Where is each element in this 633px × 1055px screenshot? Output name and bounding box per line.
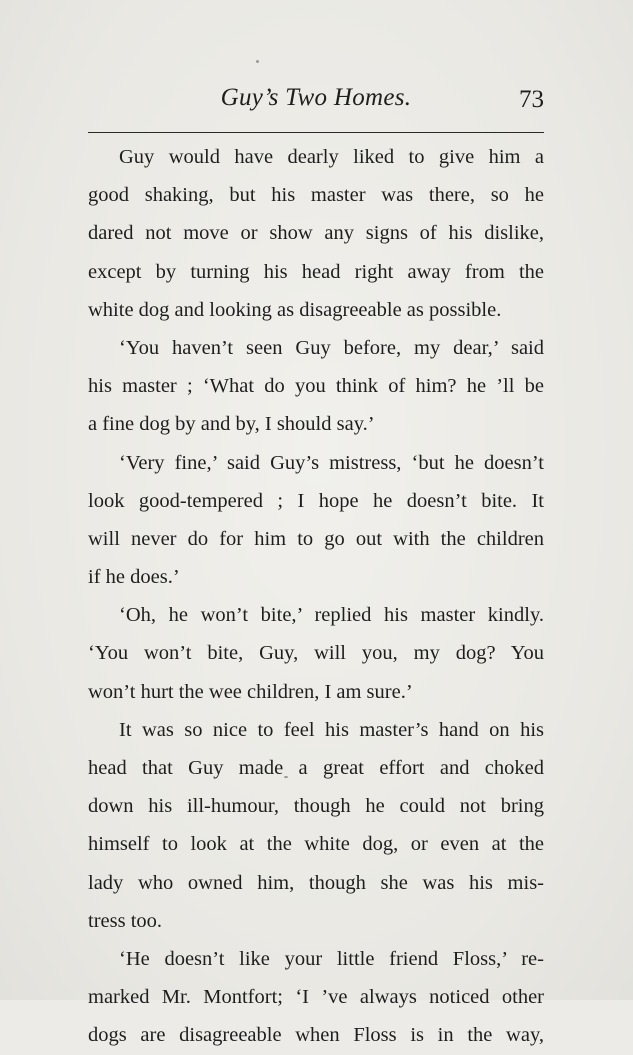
text-line: except by turning his head right away from the (88, 260, 544, 283)
text-line: marked Mr. Montfort; ‘I ’ve always noticed other (88, 986, 544, 1009)
text-line: look good-tempered ; I hope he doesn’t bite. It (88, 489, 544, 512)
text-line: if he does.’ (88, 566, 180, 589)
text-line: his master ; ‘What do you think of him? he ’ll be (88, 375, 544, 398)
text-line: Guy would have dearly liked to give him a (119, 146, 544, 168)
text-line: won’t hurt the wee children, I am sure.’ (88, 680, 413, 703)
page-header (88, 84, 544, 124)
text-line: ‘He doesn’t like your little friend Floss,’ re- (119, 947, 544, 970)
page-number: 73 (519, 86, 544, 113)
text-line: will never do for him to go out with the children (88, 527, 544, 550)
text-line: lady who owned him, though she was his mis- (88, 871, 544, 894)
text-line: head that Guy made a great effort and choked (88, 757, 544, 779)
text-line: ‘You won’t bite, Guy, will you, my dog? You (88, 642, 544, 665)
text-line: dared not move or show any signs of his dislike, (88, 222, 544, 245)
body-text (88, 138, 544, 1055)
text-line: a fine dog by and by, I should say.’ (88, 413, 375, 436)
text-line: ‘Oh, he won’t bite,’ replied his master kindly. (119, 604, 544, 627)
text-line: It was so nice to feel his master’s hand on his (119, 718, 544, 741)
header-rule (88, 132, 544, 133)
text-line: white dog and looking as disagreeable as possible. (88, 298, 502, 321)
text-line: down his ill-humour, though he could not bring (88, 795, 544, 818)
text-line: himself to look at the white dog, or even at the (88, 833, 544, 856)
text-line: good shaking, but his master was there, so he (88, 184, 544, 207)
running-title: Guy’s Two Homes. (220, 84, 412, 111)
text-line: ‘You haven’t seen Guy before, my dear,’ said (119, 336, 544, 359)
text-line: tress too. (88, 909, 163, 932)
text-line: ‘Very fine,’ said Guy’s mistress, ‘but he doesn’t (119, 451, 544, 474)
paper-speck (256, 60, 259, 63)
text-line: dogs are disagreeable when Floss is in the way, (88, 1024, 544, 1047)
